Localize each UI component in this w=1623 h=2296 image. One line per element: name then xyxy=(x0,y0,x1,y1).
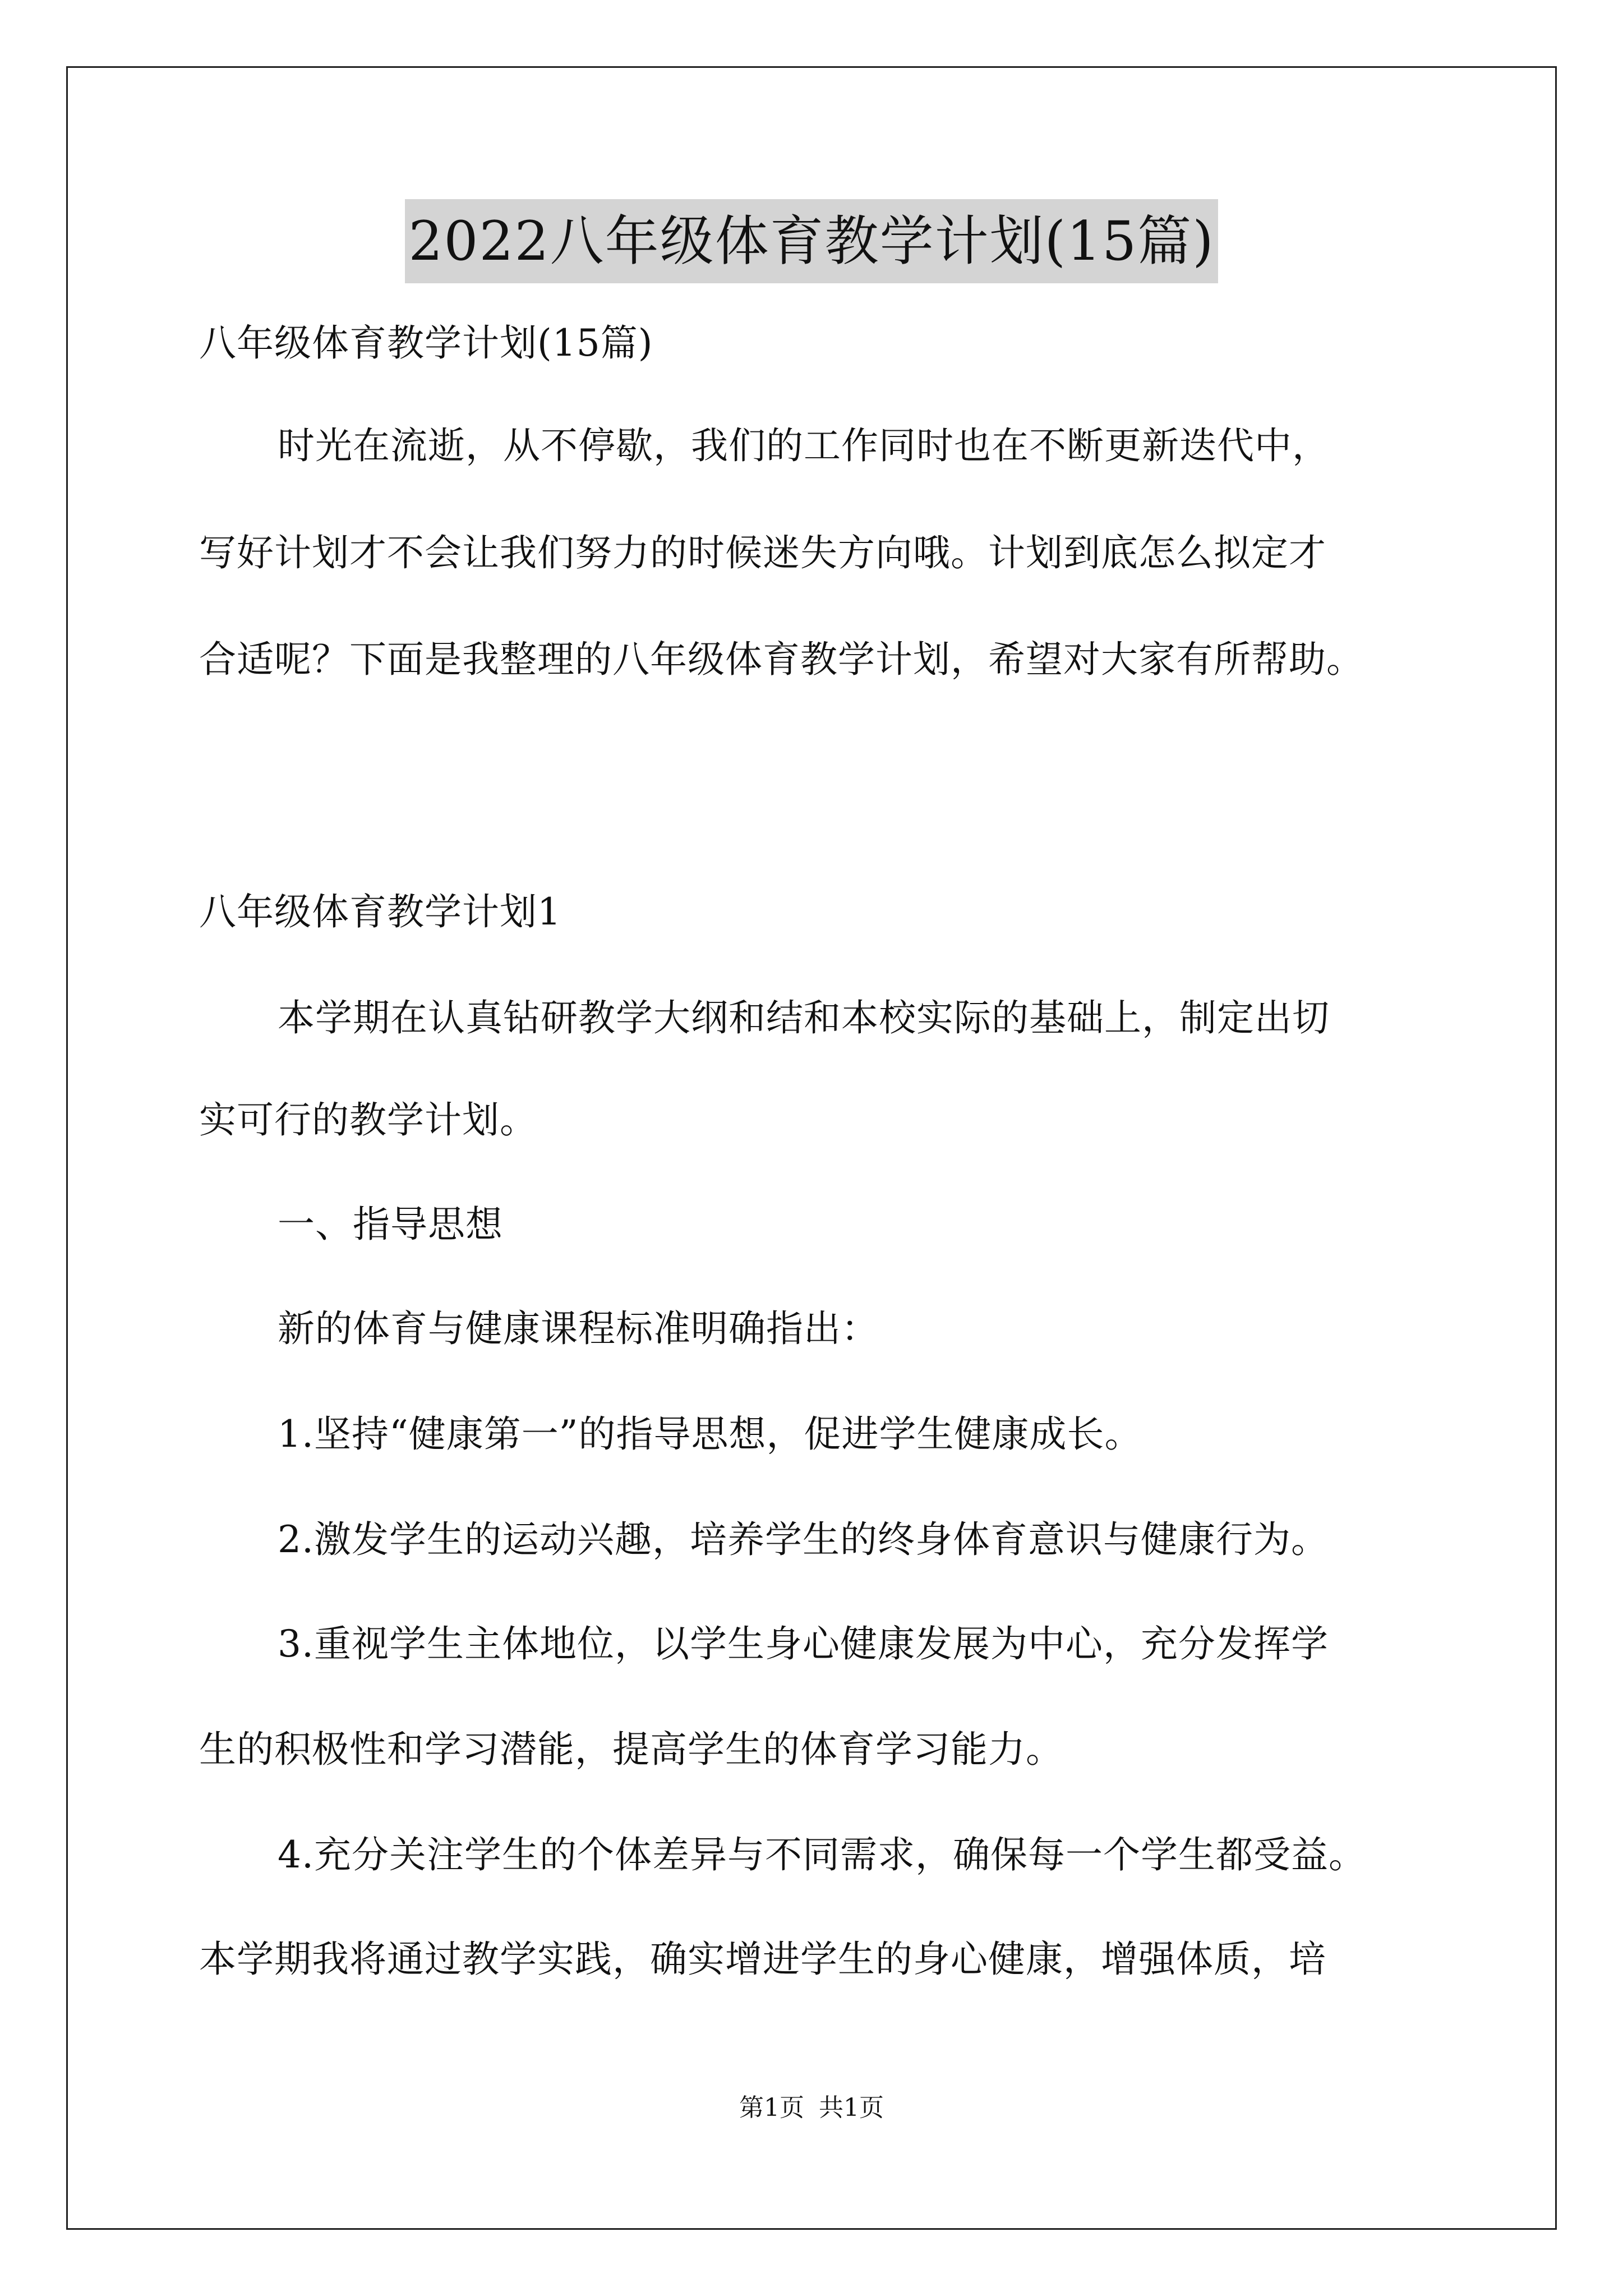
page-footer xyxy=(0,2091,1623,2125)
body-line: 实可行的教学计划。 xyxy=(199,1098,537,1142)
list-item: 3.重视学生主体地位，以学生身心健康发展为中心，充分发挥学 xyxy=(278,1622,1329,1665)
list-item: 4.充分关注学生的个体差异与不同需求，确保每一个学生都受益。 xyxy=(278,1833,1366,1876)
page-number: 第1页 xyxy=(739,2093,804,2122)
list-item: 2.激发学生的运动兴趣，培养学生的终身体育意识与健康行为。 xyxy=(278,1518,1329,1561)
title-wrap xyxy=(0,199,1623,283)
list-item: 1.坚持“健康第一”的指导思想，促进学生健康成长。 xyxy=(278,1412,1142,1456)
body-line: 时光在流逝，从不停歇，我们的工作同时也在不断更新迭代中， xyxy=(278,424,1330,467)
body-line: 生的积极性和学习潜能，提高学生的体育学习能力。 xyxy=(199,1728,1063,1771)
subsection-heading: 一、指导思想 xyxy=(278,1203,503,1246)
body-line: 本学期我将通过教学实践，确实增进学生的身心健康，增强体质，培 xyxy=(199,1938,1326,1981)
section-heading: 八年级体育教学计划1 xyxy=(199,890,561,933)
body-line: 本学期在认真钻研教学大纲和结和本校实际的基础上，制定出切 xyxy=(278,996,1330,1039)
body-line: 新的体育与健康课程标准明确指出： xyxy=(278,1307,879,1350)
subtitle-line: 八年级体育教学计划(15篇) xyxy=(199,321,653,365)
page-border xyxy=(66,66,1557,2230)
page-total: 共1页 xyxy=(819,2093,884,2122)
body-line: 写好计划才不会让我们努力的时候迷失方向哦。计划到底怎么拟定才 xyxy=(199,531,1326,574)
body-line: 合适呢？下面是我整理的八年级体育教学计划，希望对大家有所帮助。 xyxy=(199,638,1364,681)
document-title: 2022八年级体育教学计划(15篇) xyxy=(405,199,1218,283)
